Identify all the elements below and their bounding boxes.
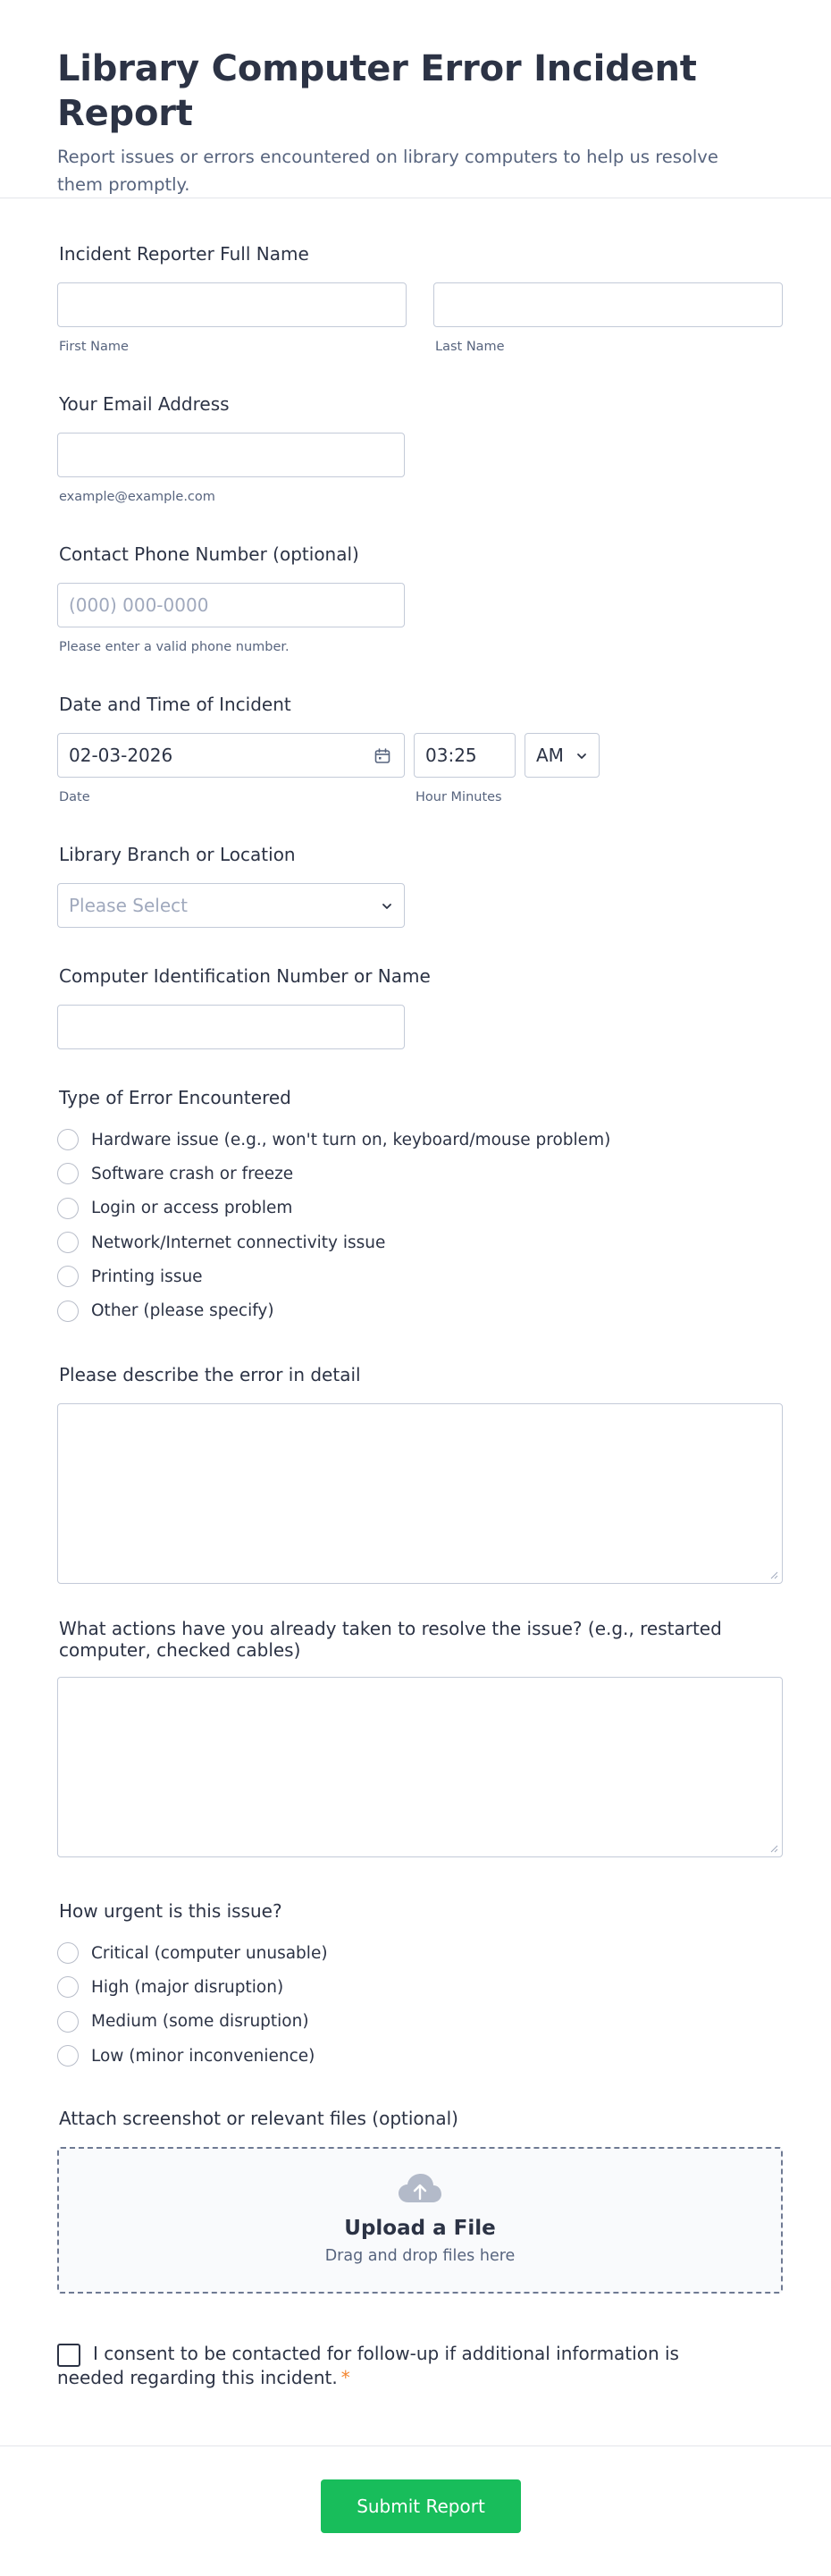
radio-label: Printing issue (91, 1267, 203, 1286)
computer-id-input[interactable] (57, 1005, 405, 1049)
branch-select[interactable] (57, 883, 405, 928)
radio-label: Hardware issue (e.g., won't turn on, keyboard/mouse problem) (91, 1130, 611, 1149)
reporter-name-field (57, 241, 783, 356)
consent-text: I consent to be contacted for follow-up if additional information is needed regarding this incident. (57, 2343, 679, 2388)
radio-label: Critical (computer unusable) (91, 1943, 328, 1963)
branch-field (57, 842, 783, 928)
urgency-field (57, 1898, 783, 2073)
first-name-input[interactable] (57, 282, 407, 327)
error-type-option[interactable] (57, 1191, 783, 1225)
form-header (0, 0, 831, 198)
time-input[interactable] (414, 733, 516, 778)
error-type-option[interactable] (57, 1293, 783, 1327)
computer-id-label: Computer Identification Number or Name (59, 965, 431, 987)
upload-subtitle: Drag and drop files here (324, 2247, 516, 2265)
resize-grip-icon[interactable] (769, 1570, 778, 1579)
error-type-field (57, 1085, 783, 1328)
description-label: Please describe the error in detail (59, 1364, 361, 1385)
required-mark: * (340, 2367, 350, 2388)
date-sublabel: Date (59, 790, 90, 804)
phone-sublabel: Please enter a valid phone number. (59, 640, 290, 654)
actions-label: What actions have you already taken to resolve the issue? (e.g., restarted computer, checked cables) (59, 1618, 722, 1661)
email-label: Your Email Address (59, 393, 230, 415)
attachment-field (57, 2106, 783, 2294)
radio-button[interactable] (57, 1976, 79, 1998)
datetime-field (57, 692, 783, 806)
first-name-sublabel: First Name (59, 340, 129, 354)
phone-label: Contact Phone Number (optional) (59, 543, 359, 565)
computer-id-field (57, 964, 783, 1049)
description-field (57, 1362, 783, 1584)
radio-button[interactable] (57, 1163, 79, 1184)
urgency-option[interactable] (57, 1970, 783, 2004)
actions-field (57, 1618, 783, 1857)
radio-label: Medium (some disruption) (91, 2012, 309, 2032)
time-sublabel: Hour Minutes (416, 790, 502, 804)
datetime-label: Date and Time of Incident (59, 694, 291, 715)
last-name-sublabel: Last Name (435, 340, 505, 354)
urgency-label: How urgent is this issue? (59, 1900, 282, 1922)
branch-placeholder: Please Select (69, 895, 188, 916)
radio-label: Login or access problem (91, 1199, 293, 1218)
error-type-label: Type of Error Encountered (59, 1087, 291, 1108)
error-type-option[interactable] (57, 1225, 783, 1259)
resize-grip-icon[interactable] (769, 1844, 778, 1853)
branch-label: Library Branch or Location (59, 844, 296, 865)
calendar-icon[interactable] (374, 747, 391, 765)
radio-button[interactable] (57, 2011, 79, 2033)
consent-label (57, 2342, 683, 2390)
chevron-down-icon (575, 750, 588, 762)
date-input[interactable] (57, 733, 405, 778)
file-upload-dropzone[interactable] (57, 2147, 783, 2294)
cloud-upload-icon (397, 2172, 443, 2206)
form-footer (0, 2446, 831, 2576)
email-input[interactable] (57, 433, 405, 477)
urgency-option[interactable] (57, 2039, 783, 2073)
phone-field (57, 542, 783, 656)
email-field (57, 391, 783, 506)
radio-button[interactable] (57, 1232, 79, 1253)
page-title: Library Computer Error Incident Report (57, 48, 697, 134)
chevron-down-icon (381, 900, 393, 913)
radio-label: High (major disruption) (91, 1977, 284, 1997)
radio-button[interactable] (57, 2045, 79, 2067)
ampm-value: AM (536, 745, 564, 766)
error-type-option[interactable] (57, 1259, 783, 1293)
attachment-label: Attach screenshot or relevant files (optional) (59, 2108, 458, 2129)
last-name-input[interactable] (433, 282, 783, 327)
date-value: 02-03-2026 (69, 745, 173, 766)
time-value: 03:25 (425, 745, 477, 766)
radio-label: Low (minor inconvenience) (91, 2046, 315, 2066)
phone-input[interactable] (57, 583, 405, 627)
radio-label: Software crash or freeze (91, 1164, 294, 1183)
error-type-option[interactable] (57, 1123, 783, 1157)
radio-label: Network/Internet connectivity issue (91, 1233, 386, 1252)
reporter-name-label: Incident Reporter Full Name (59, 243, 309, 265)
page-description: Report issues or errors encountered on library computers to help us resolve them promptly. (57, 147, 718, 195)
radio-label: Other (please specify) (91, 1301, 274, 1321)
submit-button[interactable]: Submit Report (321, 2479, 521, 2533)
ampm-select[interactable] (525, 733, 600, 778)
consent-field (57, 2342, 783, 2390)
upload-title: Upload a File (344, 2217, 496, 2240)
radio-button[interactable] (57, 1942, 79, 1964)
radio-button[interactable] (57, 1301, 79, 1322)
radio-button[interactable] (57, 1129, 79, 1150)
error-type-option[interactable] (57, 1157, 783, 1191)
radio-button[interactable] (57, 1266, 79, 1287)
email-sublabel: example@example.com (59, 490, 215, 504)
urgency-option[interactable] (57, 2005, 783, 2039)
description-textarea[interactable] (57, 1403, 783, 1584)
urgency-option[interactable] (57, 1936, 783, 1970)
radio-button[interactable] (57, 1198, 79, 1219)
actions-textarea[interactable] (57, 1677, 783, 1857)
